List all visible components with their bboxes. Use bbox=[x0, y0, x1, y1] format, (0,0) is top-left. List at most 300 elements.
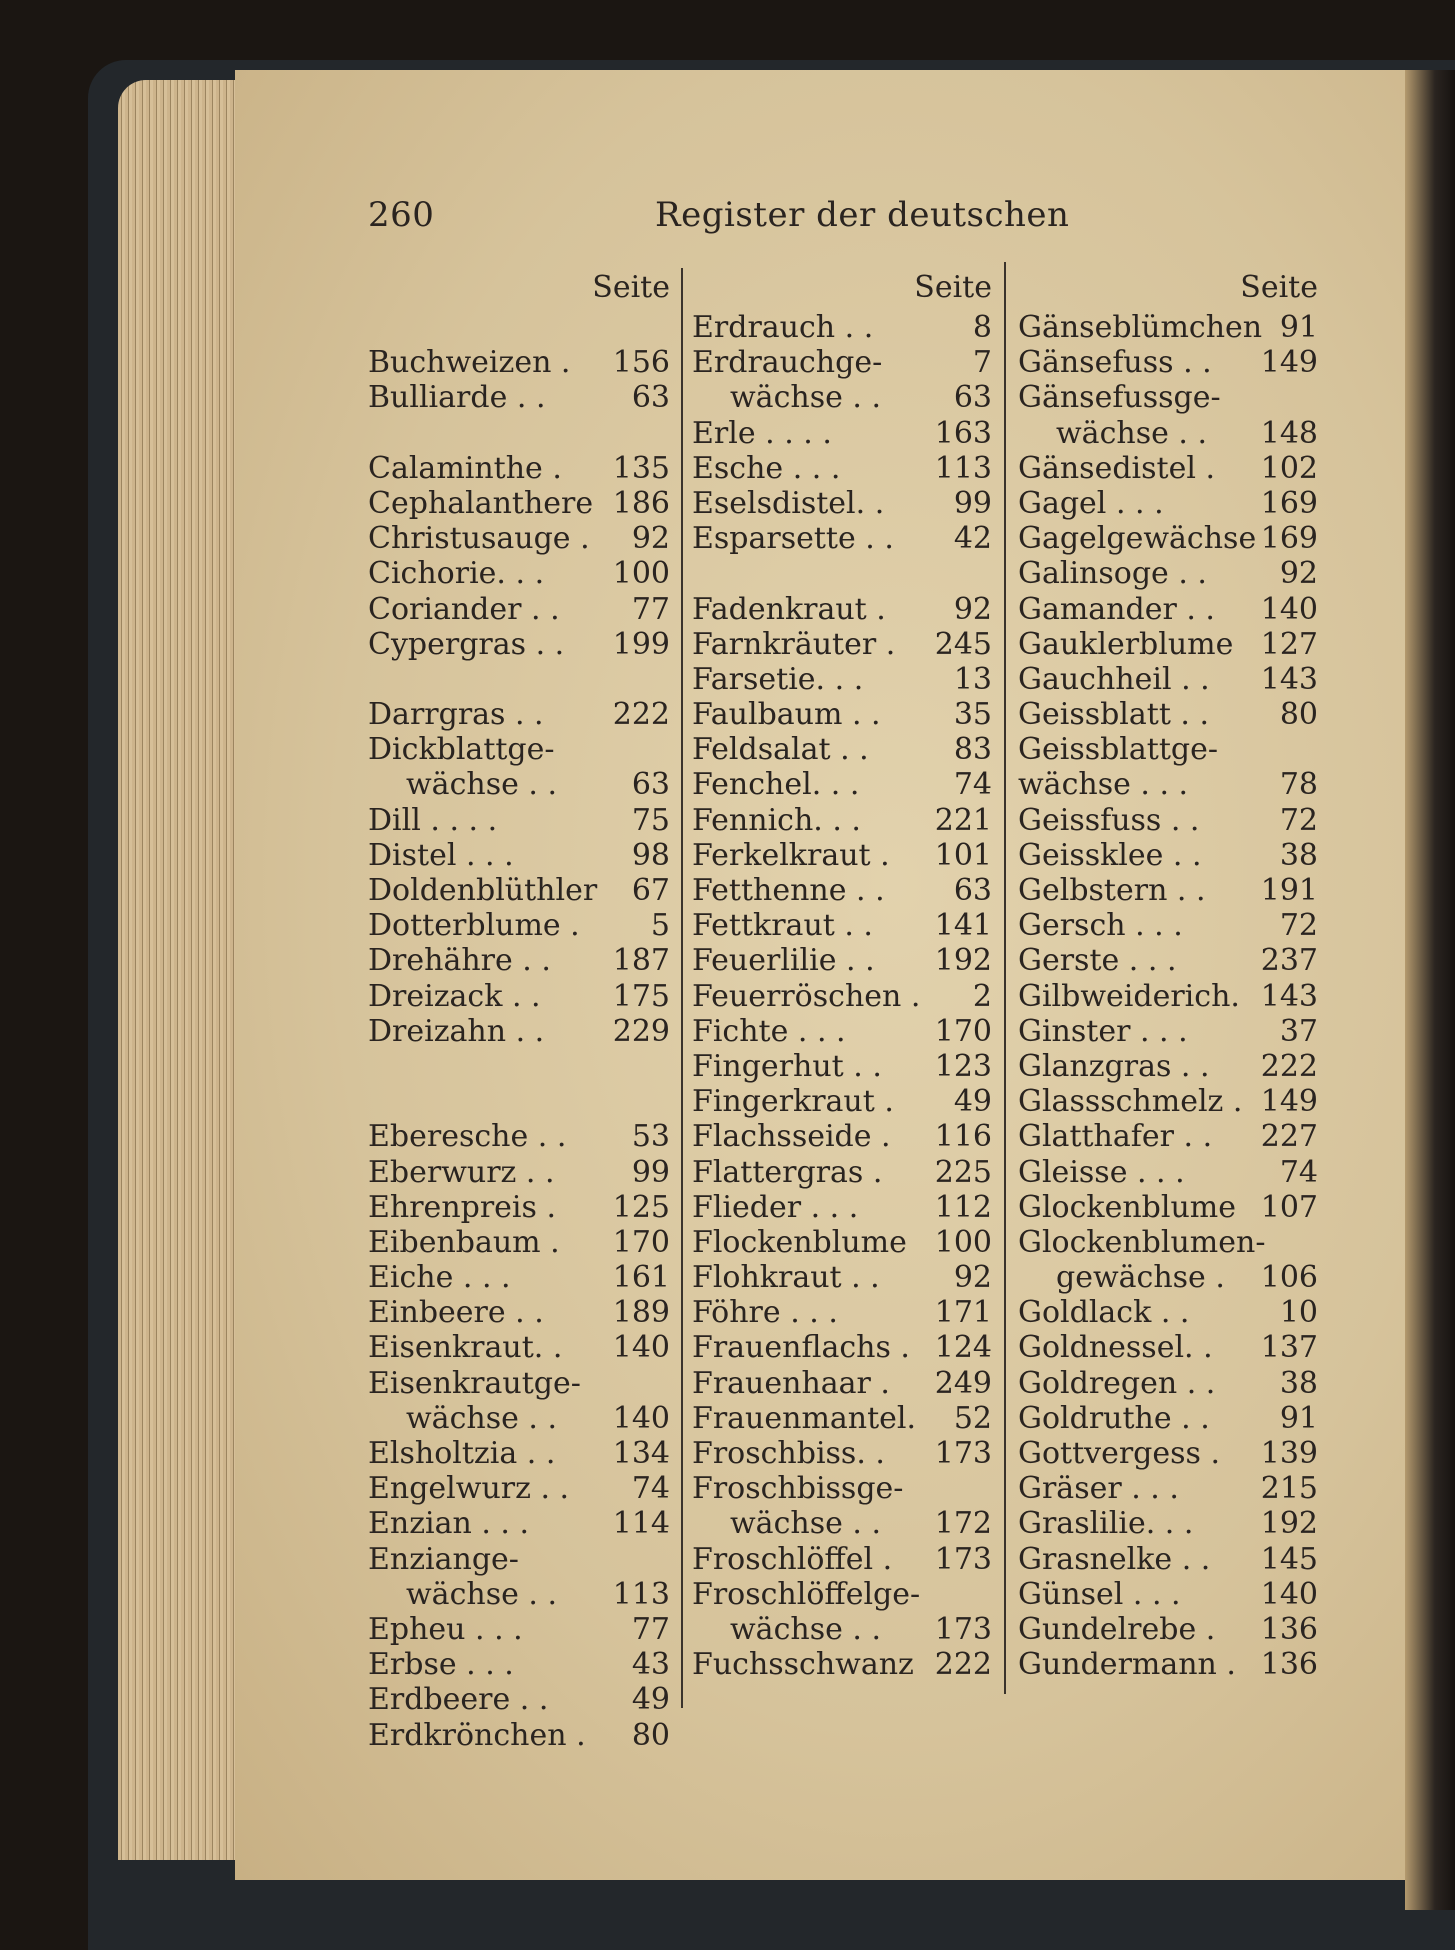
entry-name: Eisenkraut. . bbox=[368, 1330, 563, 1366]
entry-page: 98 bbox=[631, 837, 670, 873]
entry-page: 221 bbox=[934, 802, 992, 838]
column-rule bbox=[1004, 262, 1006, 1694]
entry-page: 222 bbox=[612, 697, 670, 733]
entry-name: Eibenbaum . bbox=[368, 1224, 560, 1260]
entry-page: 245 bbox=[934, 626, 992, 662]
index-entry bbox=[368, 380, 670, 415]
entry-page: 172 bbox=[934, 1506, 992, 1542]
entry-name: Cypergras . . bbox=[368, 626, 565, 662]
index-entry bbox=[368, 556, 670, 591]
entry-name: Eberwurz . . bbox=[368, 1154, 555, 1190]
entry-name: Calaminthe . bbox=[368, 450, 562, 486]
entry-name: Einbeere . . bbox=[368, 1295, 544, 1331]
index-entry bbox=[368, 908, 670, 943]
entry-name: wächse . . bbox=[730, 380, 881, 416]
entry-page: 225 bbox=[934, 1154, 992, 1190]
entry-name: Geissblattge- bbox=[1018, 732, 1218, 768]
index-entry bbox=[368, 345, 670, 380]
entry-page: 143 bbox=[1260, 661, 1318, 697]
entry-page: 227 bbox=[1260, 1119, 1318, 1155]
index-entry bbox=[692, 1049, 992, 1084]
entry-page: 92 bbox=[631, 521, 670, 557]
entry-page: 148 bbox=[1260, 415, 1318, 451]
entry-name: Erdbeere . . bbox=[368, 1682, 549, 1718]
entry-page: 113 bbox=[934, 450, 992, 486]
index-entry bbox=[368, 767, 670, 802]
entry-page: 75 bbox=[631, 802, 670, 838]
entry-page: 35 bbox=[953, 697, 992, 733]
index-entry bbox=[1018, 1119, 1318, 1154]
entry-page: 99 bbox=[631, 1154, 670, 1190]
entry-name: Geissfuss . . bbox=[1018, 802, 1200, 838]
entry-page: 91 bbox=[1279, 1400, 1318, 1436]
entry-name: Elsholtzia . . bbox=[368, 1436, 556, 1471]
entry-name: wächse . . . bbox=[1018, 767, 1189, 803]
index-entry bbox=[368, 1577, 670, 1612]
entry-page: 222 bbox=[1260, 1048, 1318, 1084]
entry-name: Faulbaum . . bbox=[692, 697, 881, 733]
entry-name: Buchweizen . bbox=[368, 345, 571, 381]
entry-page: 8 bbox=[972, 310, 992, 345]
entry-page: 112 bbox=[934, 1189, 992, 1225]
index-entry bbox=[368, 873, 670, 908]
entry-page: 5 bbox=[650, 908, 670, 944]
index-entry bbox=[692, 345, 992, 380]
entry-name: Froschbissge- bbox=[692, 1471, 904, 1507]
entry-name: Goldnessel. . bbox=[1018, 1330, 1213, 1366]
entry-page: 173 bbox=[934, 1436, 992, 1471]
index-entry bbox=[692, 1577, 992, 1612]
index-entry bbox=[692, 556, 992, 591]
entry-page: 100 bbox=[934, 1224, 992, 1260]
entry-name: Coriander . . bbox=[368, 591, 560, 627]
entry-page: 143 bbox=[1260, 978, 1318, 1014]
entry-name: Froschlöffelge- bbox=[692, 1576, 921, 1612]
index-entry bbox=[692, 1260, 992, 1295]
index-entry bbox=[368, 1084, 670, 1119]
entry-name: Günsel . . . bbox=[1018, 1576, 1181, 1612]
entry-name: Feuerlilie . . bbox=[692, 943, 875, 979]
entry-page: 74 bbox=[953, 767, 992, 803]
index-entry bbox=[1018, 662, 1318, 697]
book-gutter bbox=[1405, 70, 1455, 1910]
index-entry bbox=[692, 1612, 992, 1647]
entry-page: 215 bbox=[1260, 1471, 1318, 1507]
entry-page: 43 bbox=[631, 1647, 670, 1683]
index-entry bbox=[1018, 1225, 1318, 1260]
index-entry bbox=[368, 1155, 670, 1190]
entry-name: Cichorie. . . bbox=[368, 556, 545, 592]
entry-page: 92 bbox=[1279, 556, 1318, 592]
index-entry bbox=[1018, 627, 1318, 662]
index-entry bbox=[368, 1647, 670, 1682]
entry-page: 173 bbox=[934, 1541, 992, 1577]
entry-name: Eisenkrautge- bbox=[368, 1365, 581, 1401]
entry-page: 170 bbox=[934, 1013, 992, 1049]
index-entry bbox=[692, 732, 992, 767]
entry-name: Epheu . . . bbox=[368, 1611, 523, 1647]
entry-page: 10 bbox=[1279, 1295, 1318, 1331]
index-entry bbox=[368, 1260, 670, 1295]
entry-page: 149 bbox=[1260, 1084, 1318, 1120]
entry-page: 107 bbox=[1260, 1189, 1318, 1225]
index-entry bbox=[692, 1542, 992, 1577]
index-entry bbox=[1018, 1577, 1318, 1612]
index-entry bbox=[692, 521, 992, 556]
entry-name: Esparsette . . bbox=[692, 521, 894, 557]
index-entry bbox=[368, 486, 670, 521]
index-entry bbox=[368, 1119, 670, 1154]
entry-name: Gagelgewächse bbox=[1018, 521, 1257, 557]
index-entry bbox=[1018, 838, 1318, 873]
entry-name: Fennich. . . bbox=[692, 802, 861, 838]
index-entry bbox=[1018, 592, 1318, 627]
index-entry bbox=[692, 627, 992, 662]
index-entry bbox=[368, 592, 670, 627]
entry-name: Gilbweiderich. bbox=[1018, 978, 1240, 1014]
index-entry bbox=[1018, 1014, 1318, 1049]
index-entry bbox=[368, 803, 670, 838]
entry-name: Frauenflachs . bbox=[692, 1330, 910, 1366]
index-column-1 bbox=[368, 270, 670, 1753]
entry-name: Gelbstern . . bbox=[1018, 873, 1206, 908]
index-entry bbox=[692, 1436, 992, 1471]
entry-page: 74 bbox=[631, 1471, 670, 1507]
entry-name: Fadenkraut . bbox=[692, 591, 886, 627]
entry-page: 37 bbox=[1279, 1013, 1318, 1049]
index-entry bbox=[692, 592, 992, 627]
entry-name: Gundermann . bbox=[1018, 1647, 1236, 1683]
index-entry bbox=[1018, 380, 1318, 415]
index-entry bbox=[1018, 979, 1318, 1014]
entry-name: Farsetie. . . bbox=[692, 661, 864, 697]
entry-page: 99 bbox=[953, 485, 992, 521]
index-column-3 bbox=[1018, 270, 1318, 1682]
index-entry bbox=[368, 979, 670, 1014]
entry-name: Feldsalat . . bbox=[692, 732, 869, 768]
entry-name: gewächse . bbox=[1056, 1260, 1225, 1296]
entry-name: Cephalanthere bbox=[368, 485, 594, 521]
entry-page: 140 bbox=[1260, 591, 1318, 627]
index-entry bbox=[692, 1647, 992, 1682]
index-entry bbox=[1018, 943, 1318, 978]
entry-page: 136 bbox=[1260, 1611, 1318, 1647]
entry-page: 140 bbox=[1260, 1576, 1318, 1612]
entry-page: 72 bbox=[1279, 802, 1318, 838]
entry-page: 161 bbox=[612, 1260, 670, 1296]
index-entry bbox=[1018, 1471, 1318, 1506]
entry-name: Ferkelkraut . bbox=[692, 837, 890, 873]
entry-name: Graslilie. . . bbox=[1018, 1506, 1194, 1542]
entry-page: 173 bbox=[934, 1611, 992, 1647]
index-entry bbox=[692, 1084, 992, 1119]
index-entry bbox=[368, 1612, 670, 1647]
entry-page: 13 bbox=[953, 661, 992, 697]
entry-name: Gundelrebe . bbox=[1018, 1611, 1216, 1647]
index-entry bbox=[692, 662, 992, 697]
entry-name: Eiche . . . bbox=[368, 1260, 511, 1296]
index-entry bbox=[1018, 1260, 1318, 1295]
entry-page: 169 bbox=[1260, 521, 1318, 557]
entry-name: Gerste . . . bbox=[1018, 943, 1177, 979]
entry-page: 186 bbox=[612, 485, 670, 521]
entry-name: Fenchel. . . bbox=[692, 767, 860, 803]
entry-page: 102 bbox=[1260, 450, 1318, 486]
entry-page: 169 bbox=[1260, 485, 1318, 521]
entry-page: 63 bbox=[631, 380, 670, 416]
entry-name: Glockenblumen- bbox=[1018, 1224, 1266, 1260]
entry-page: 38 bbox=[1279, 1365, 1318, 1401]
entry-name: Frauenmantel. bbox=[692, 1400, 917, 1436]
index-entry bbox=[368, 1330, 670, 1365]
index-entry bbox=[1018, 908, 1318, 943]
entry-name: Gersch . . . bbox=[1018, 908, 1183, 944]
index-entry bbox=[692, 1155, 992, 1190]
index-entry bbox=[368, 1718, 670, 1753]
entry-page: 192 bbox=[934, 943, 992, 979]
column-rule bbox=[681, 268, 683, 1708]
entry-page: 113 bbox=[612, 1576, 670, 1612]
index-entry bbox=[692, 979, 992, 1014]
entry-name: Engelwurz . . bbox=[368, 1471, 570, 1507]
index-entry bbox=[692, 380, 992, 415]
index-entry bbox=[692, 1506, 992, 1541]
entry-page: 222 bbox=[934, 1647, 992, 1683]
entry-name: Doldenblüthler bbox=[368, 873, 598, 908]
entry-page: 63 bbox=[953, 873, 992, 908]
entry-name: wächse . . bbox=[406, 1576, 557, 1612]
entry-page: 100 bbox=[612, 556, 670, 592]
index-entry bbox=[1018, 1295, 1318, 1330]
entry-name: Geissblatt . . bbox=[1018, 697, 1210, 733]
entry-page: 77 bbox=[631, 1611, 670, 1647]
entry-name: Fettkraut . . bbox=[692, 908, 873, 944]
index-entry bbox=[692, 1401, 992, 1436]
index-entry bbox=[1018, 1436, 1318, 1471]
entry-page: 101 bbox=[934, 837, 992, 873]
entry-name: Flockenblume bbox=[692, 1224, 907, 1260]
entry-page: 249 bbox=[934, 1365, 992, 1401]
entry-name: Gleisse . . . bbox=[1018, 1154, 1185, 1190]
entry-name: wächse . . bbox=[730, 1611, 881, 1647]
entry-page: 237 bbox=[1260, 943, 1318, 979]
entry-page: 91 bbox=[1279, 310, 1318, 345]
index-entry bbox=[692, 873, 992, 908]
entry-page: 78 bbox=[1279, 767, 1318, 803]
index-entry bbox=[692, 1119, 992, 1154]
entry-page: 72 bbox=[1279, 908, 1318, 944]
index-entry bbox=[1018, 486, 1318, 521]
index-entry bbox=[1018, 697, 1318, 732]
index-entry bbox=[368, 662, 670, 697]
entry-name: Dreizahn . . bbox=[368, 1013, 545, 1049]
column-heading: Seite bbox=[592, 270, 670, 305]
column-heading: Seite bbox=[914, 270, 992, 305]
index-entry bbox=[368, 1542, 670, 1577]
entry-page: 136 bbox=[1260, 1647, 1318, 1683]
entry-name: Erle . . . . bbox=[692, 415, 832, 451]
index-entry bbox=[692, 1225, 992, 1260]
entry-page: 49 bbox=[953, 1084, 992, 1120]
entry-name: Gauklerblume bbox=[1018, 626, 1234, 662]
entry-page: 7 bbox=[972, 345, 992, 381]
entry-page: 106 bbox=[1260, 1260, 1318, 1296]
entry-name: Flattergras . bbox=[692, 1154, 883, 1190]
entry-name: Esche . . . bbox=[692, 450, 841, 486]
entry-page: 2 bbox=[972, 978, 992, 1014]
index-entry bbox=[692, 451, 992, 486]
entry-name: Dreizack . . bbox=[368, 978, 541, 1014]
index-entry bbox=[1018, 767, 1318, 802]
entry-name: Ginster . . . bbox=[1018, 1013, 1188, 1049]
entry-name: Flieder . . . bbox=[692, 1189, 859, 1225]
entry-name: Enziange- bbox=[368, 1541, 519, 1577]
entry-name: Geissklee . . bbox=[1018, 837, 1202, 873]
entry-page: 139 bbox=[1260, 1436, 1318, 1471]
entry-page: 52 bbox=[953, 1400, 992, 1436]
index-entry bbox=[368, 838, 670, 873]
entry-page: 140 bbox=[612, 1330, 670, 1366]
entry-name: Darrgras . . bbox=[368, 697, 544, 733]
entry-name: wächse . . bbox=[730, 1506, 881, 1542]
index-entry bbox=[692, 943, 992, 978]
index-entry bbox=[692, 1295, 992, 1330]
entry-name: Föhre . . . bbox=[692, 1295, 838, 1331]
entry-name: Fingerhut . . bbox=[692, 1048, 882, 1084]
entry-name: Fuchsschwanz bbox=[692, 1647, 914, 1683]
index-entry bbox=[692, 1330, 992, 1365]
running-title: Register der deutschen bbox=[655, 195, 1070, 235]
entry-name: Goldruthe . . bbox=[1018, 1400, 1210, 1436]
entry-page: 145 bbox=[1260, 1541, 1318, 1577]
entry-name: Glockenblume bbox=[1018, 1189, 1236, 1225]
entry-page: 192 bbox=[1260, 1506, 1318, 1542]
entry-name: Gänsedistel . bbox=[1018, 450, 1215, 486]
entry-name: Eberesche . . bbox=[368, 1119, 567, 1155]
entry-page: 49 bbox=[631, 1682, 670, 1718]
entry-name: wächse . . bbox=[406, 767, 557, 803]
entry-page: 170 bbox=[612, 1224, 670, 1260]
entry-name: Drehähre . . bbox=[368, 943, 551, 979]
entry-page: 189 bbox=[612, 1295, 670, 1331]
index-entry bbox=[368, 1471, 670, 1506]
entry-page: 114 bbox=[612, 1506, 670, 1542]
entry-name: Goldlack . . bbox=[1018, 1295, 1190, 1331]
column-heading: Seite bbox=[1240, 270, 1318, 305]
index-entry bbox=[692, 803, 992, 838]
index-entry bbox=[1018, 873, 1318, 908]
index-entry bbox=[692, 908, 992, 943]
entry-page: 156 bbox=[612, 345, 670, 381]
entry-name: Dill . . . . bbox=[368, 802, 498, 838]
entry-page: 199 bbox=[612, 626, 670, 662]
entry-page: 140 bbox=[612, 1400, 670, 1436]
entry-page: 137 bbox=[1260, 1330, 1318, 1366]
index-entry bbox=[368, 1295, 670, 1330]
index-entry bbox=[368, 1225, 670, 1260]
entry-page: 163 bbox=[934, 415, 992, 451]
index-entry bbox=[1018, 1647, 1318, 1682]
index-entry bbox=[1018, 1612, 1318, 1647]
entry-page: 149 bbox=[1260, 345, 1318, 381]
entry-name: Distel . . . bbox=[368, 837, 514, 873]
entry-name: Gagel . . . bbox=[1018, 485, 1164, 521]
entry-name: Christusauge . bbox=[368, 521, 590, 557]
entry-name: Dotterblume . bbox=[368, 908, 580, 944]
index-entry bbox=[368, 732, 670, 767]
index-list bbox=[368, 310, 670, 1753]
index-entry bbox=[368, 1506, 670, 1541]
index-entry bbox=[692, 1366, 992, 1401]
entry-name: Farnkräuter . bbox=[692, 626, 896, 662]
entry-page: 125 bbox=[612, 1189, 670, 1225]
entry-name: Fichte . . . bbox=[692, 1013, 846, 1049]
entry-name: Flachsseide . bbox=[692, 1119, 891, 1155]
index-entry bbox=[368, 451, 670, 486]
index-entry bbox=[1018, 1542, 1318, 1577]
index-entry bbox=[1018, 1049, 1318, 1084]
entry-page: 42 bbox=[953, 521, 992, 557]
index-entry bbox=[692, 1471, 992, 1506]
entry-page: 127 bbox=[1260, 626, 1318, 662]
entry-page: 124 bbox=[934, 1330, 992, 1366]
entry-name: Grasnelke . . bbox=[1018, 1541, 1211, 1577]
entry-page: 187 bbox=[612, 943, 670, 979]
entry-name: Gauchheil . . bbox=[1018, 661, 1210, 697]
index-entry bbox=[368, 697, 670, 732]
entry-name: Eselsdistel. . bbox=[692, 485, 885, 521]
entry-page: 53 bbox=[631, 1119, 670, 1155]
entry-name: Gänseblümchen bbox=[1018, 310, 1263, 345]
entry-page: 80 bbox=[631, 1717, 670, 1753]
entry-name: Gänsefuss . . bbox=[1018, 345, 1212, 381]
entry-page: 77 bbox=[631, 591, 670, 627]
index-entry bbox=[692, 310, 992, 345]
index-entry bbox=[692, 1190, 992, 1225]
entry-page: 191 bbox=[1260, 873, 1318, 908]
entry-name: Froschlöffel . bbox=[692, 1541, 893, 1577]
index-entry bbox=[1018, 732, 1318, 767]
index-entry bbox=[368, 416, 670, 451]
entry-page: 63 bbox=[953, 380, 992, 416]
entry-name: Feuerröschen . bbox=[692, 978, 921, 1014]
index-entry bbox=[368, 1682, 670, 1717]
index-entry bbox=[692, 767, 992, 802]
entry-name: Glatthafer . . bbox=[1018, 1119, 1213, 1155]
entry-name: Fingerkraut . bbox=[692, 1084, 894, 1120]
index-entry bbox=[1018, 1155, 1318, 1190]
entry-name: Gänsefussge- bbox=[1018, 380, 1221, 416]
entry-name: Frauenhaar . bbox=[692, 1365, 890, 1401]
index-entry bbox=[1018, 310, 1318, 345]
index-entry bbox=[692, 1014, 992, 1049]
entry-page: 229 bbox=[612, 1013, 670, 1049]
index-entry bbox=[1018, 345, 1318, 380]
entry-name: Froschbiss. . bbox=[692, 1436, 885, 1471]
entry-page: 92 bbox=[953, 591, 992, 627]
index-entry bbox=[368, 1366, 670, 1401]
index-entry bbox=[1018, 803, 1318, 838]
entry-page: 80 bbox=[1279, 697, 1318, 733]
index-entry bbox=[368, 1190, 670, 1225]
entry-page: 74 bbox=[1279, 1154, 1318, 1190]
index-entry bbox=[1018, 556, 1318, 591]
entry-name: wächse . . bbox=[1056, 415, 1207, 451]
entry-page: 175 bbox=[612, 978, 670, 1014]
index-entry bbox=[1018, 1506, 1318, 1541]
entry-name: Fetthenne . . bbox=[692, 873, 885, 908]
index-entry bbox=[1018, 1190, 1318, 1225]
